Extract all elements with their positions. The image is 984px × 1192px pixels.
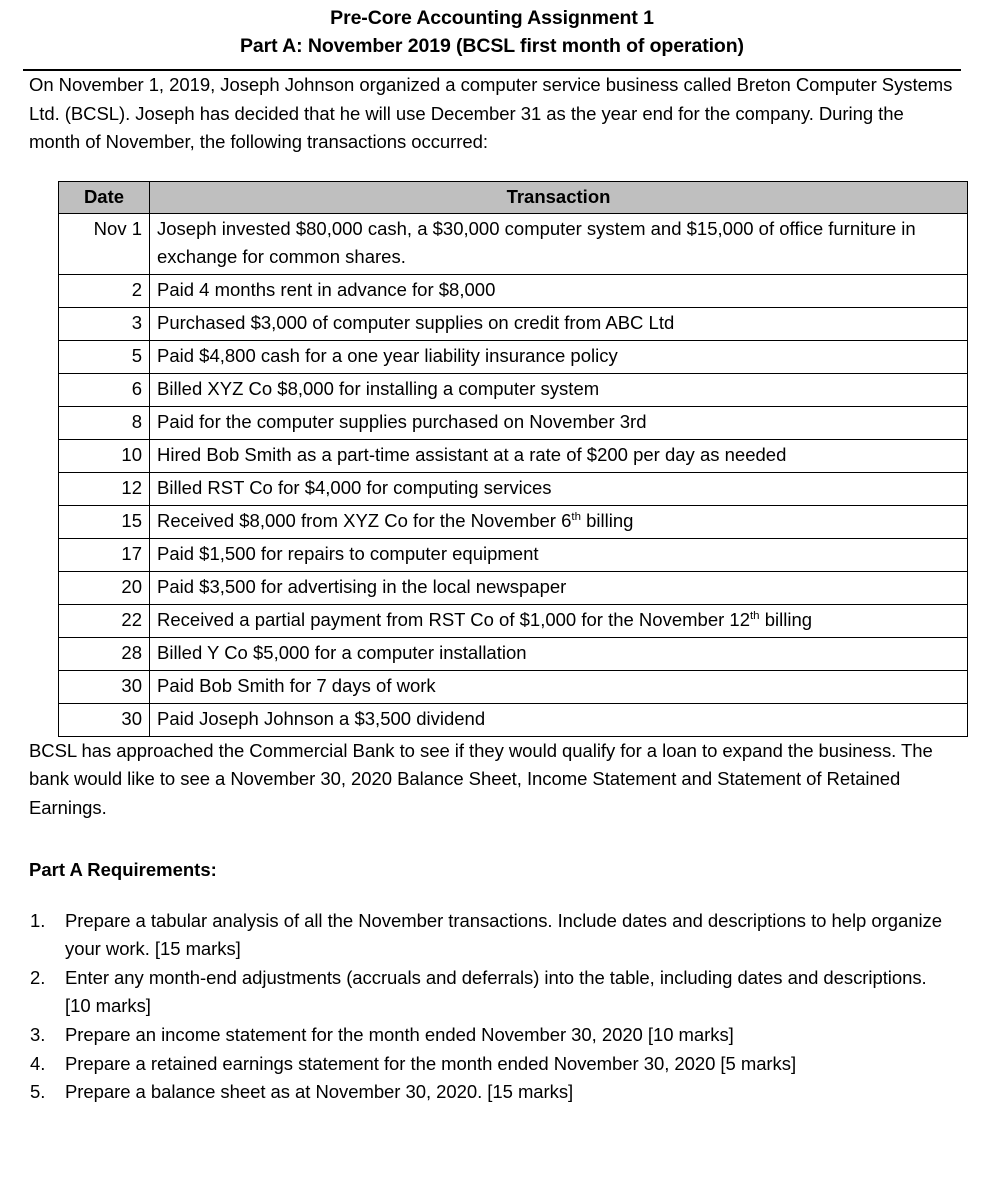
table-row (59, 472, 968, 505)
table-row (59, 538, 968, 571)
cell-transaction: Paid $4,800 cash for a one year liability insurance policy (150, 340, 968, 373)
list-item (29, 907, 956, 964)
table-row (59, 505, 968, 538)
cell-transaction-text: Received a partial payment from RST Co of $1,000 for the November 12 (157, 608, 750, 630)
list-item-number: 3. (30, 1023, 46, 1045)
page-title-line-1: Pre-Core Accounting Assignment 1 (330, 7, 654, 29)
list-item-text: Prepare a retained earnings statement for the month ended November 30, 2020 [5 marks] (65, 1052, 797, 1074)
transactions-table-body (59, 213, 968, 736)
table-row (59, 571, 968, 604)
list-item (29, 1050, 956, 1079)
table-row (59, 604, 968, 637)
column-header-transaction: Transaction (150, 181, 968, 213)
cell-transaction: Billed RST Co for $4,000 for computing services (150, 472, 968, 505)
cell-date: 30 (59, 670, 150, 703)
list-item-text: Prepare a tabular analysis of all the November transactions. Include dates and descriptions to help organize your work. [15 marks] (65, 909, 942, 960)
cell-transaction: Billed Y Co $5,000 for a computer installation (150, 637, 968, 670)
intro-paragraph: On November 1, 2019, Joseph Johnson organized a computer service business called Breton Computer Systems Ltd. (BCSL). Joseph has decided that he will use December 31 as the year end for the company. During the month of November, the following transactions occurred: (29, 74, 953, 153)
table-row (59, 340, 968, 373)
list-item (29, 1021, 956, 1050)
cell-transaction-text-tail: billing (580, 509, 634, 531)
cell-date: 22 (59, 604, 150, 637)
list-item (29, 1078, 956, 1107)
cell-date: 5 (59, 340, 150, 373)
list-item-number: 2. (30, 966, 46, 988)
list-item-number: 1. (30, 909, 46, 931)
table-row (59, 637, 968, 670)
list-item (29, 964, 956, 1021)
transactions-table (58, 181, 968, 737)
table-header-row (59, 181, 968, 213)
cell-transaction: Paid $3,500 for advertising in the local newspaper (150, 571, 968, 604)
cell-transaction: Paid 4 months rent in advance for $8,000 (150, 274, 968, 307)
table-row (59, 406, 968, 439)
column-header-date: Date (59, 181, 150, 213)
cell-transaction: Paid for the computer supplies purchased on November 3rd (150, 406, 968, 439)
cell-transaction: Joseph invested $80,000 cash, a $30,000 computer system and $15,000 of office furniture in exchange for common shares. (150, 213, 968, 274)
cell-transaction: Paid Joseph Johnson a $3,500 dividend (150, 703, 968, 736)
list-item-text: Prepare a balance sheet as at November 30, 2020. [15 marks] (65, 1081, 574, 1103)
cell-transaction: Purchased $3,000 of computer supplies on credit from ABC Ltd (150, 307, 968, 340)
requirements-heading: Part A Requirements: (29, 858, 217, 880)
cell-transaction-text: Received $8,000 from XYZ Co for the November 6 (157, 509, 572, 531)
table-row (59, 439, 968, 472)
ordinal-suffix: th (571, 510, 581, 523)
cell-date: 17 (59, 538, 150, 571)
cell-transaction: Paid Bob Smith for 7 days of work (150, 670, 968, 703)
cell-transaction: Paid $1,500 for repairs to computer equipment (150, 538, 968, 571)
list-item-number: 5. (30, 1081, 46, 1103)
document-title-block (0, 0, 984, 71)
cell-date: 8 (59, 406, 150, 439)
list-item-number: 4. (30, 1052, 46, 1074)
cell-transaction-text-tail: billing (759, 608, 813, 630)
after-table-paragraph: BCSL has approached the Commercial Bank to see if they would qualify for a loan to expand the business. The bank would like to see a November 30, 2020 Balance Sheet, Income Statement and Statement of Retained Earnings. (29, 739, 933, 818)
cell-date: 10 (59, 439, 150, 472)
list-item-text: Enter any month-end adjustments (accruals and deferrals) into the table, including dates and descriptions. [10 marks] (65, 966, 927, 1017)
list-item-text: Prepare an income statement for the month ended November 30, 2020 [10 marks] (65, 1023, 734, 1045)
cell-date: Nov 1 (59, 213, 150, 274)
table-row (59, 307, 968, 340)
page-title-line-2: Part A: November 2019 (BCSL first month of operation) (240, 35, 744, 57)
cell-transaction: Billed XYZ Co $8,000 for installing a computer system (150, 373, 968, 406)
table-row (59, 703, 968, 736)
cell-date: 2 (59, 274, 150, 307)
table-row (59, 373, 968, 406)
document-body (0, 71, 984, 1107)
cell-transaction (150, 505, 968, 538)
table-row (59, 213, 968, 274)
cell-date: 15 (59, 505, 150, 538)
table-row (59, 670, 968, 703)
requirements-list (29, 907, 956, 1107)
ordinal-suffix: th (750, 609, 760, 622)
cell-transaction: Hired Bob Smith as a part-time assistant at a rate of $200 per day as needed (150, 439, 968, 472)
table-row (59, 274, 968, 307)
cell-date: 12 (59, 472, 150, 505)
cell-transaction (150, 604, 968, 637)
cell-date: 30 (59, 703, 150, 736)
cell-date: 28 (59, 637, 150, 670)
cell-date: 3 (59, 307, 150, 340)
cell-date: 20 (59, 571, 150, 604)
cell-date: 6 (59, 373, 150, 406)
